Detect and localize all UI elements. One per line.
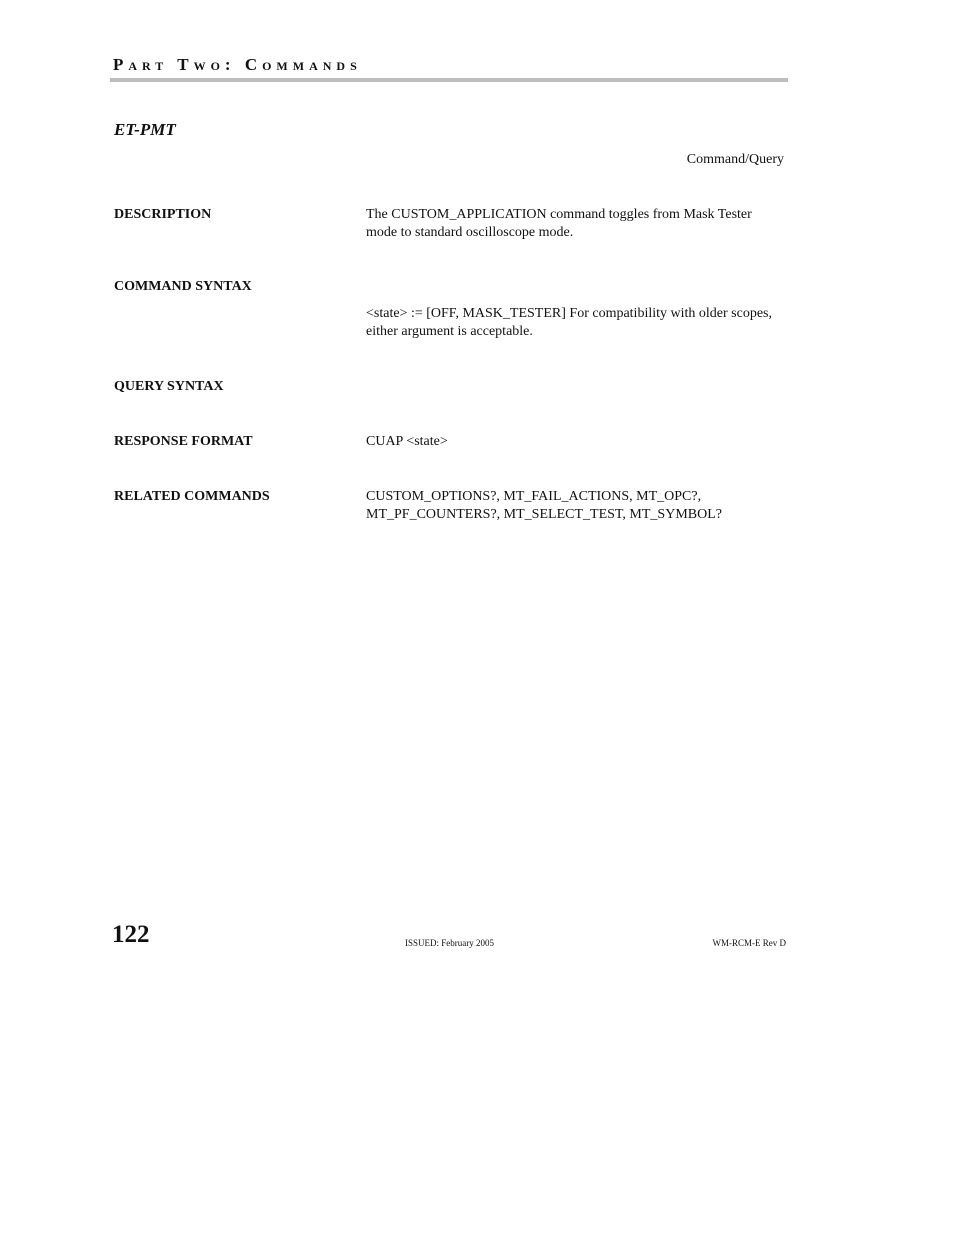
header-rule xyxy=(110,78,788,82)
query-syntax-label: QUERY SYNTAX xyxy=(114,379,224,394)
page-number: 122 xyxy=(112,921,150,948)
description-label: DESCRIPTION xyxy=(114,207,212,222)
document-id: WM-RCM-E Rev D xyxy=(712,938,786,948)
related-commands-text: CUSTOM_OPTIONS?, MT_FAIL_ACTIONS, MT_OPC?, MT_PF_COUNTERS?, MT_SELECT_TEST, MT_SYMBOL? xyxy=(366,489,722,522)
related-commands-label: RELATED COMMANDS xyxy=(114,489,270,504)
page-header-title: Part Two: Commands xyxy=(113,55,362,74)
command-syntax-label: COMMAND SYNTAX xyxy=(114,279,252,294)
response-format-label: RESPONSE FORMAT xyxy=(114,434,253,449)
response-format-text: CUAP <state> xyxy=(366,434,448,449)
issued-date: ISSUED: February 2005 xyxy=(405,938,494,948)
command-syntax-text: <state> := [OFF, MASK_TESTER] For compatibility with older scopes, either argument is acceptable. xyxy=(366,306,772,339)
description-text: The CUSTOM_APPLICATION command toggles from Mask Tester mode to standard oscilloscope mode. xyxy=(366,207,752,240)
command-type: Command/Query xyxy=(686,152,784,167)
product-name: ET-PMT xyxy=(114,120,176,139)
